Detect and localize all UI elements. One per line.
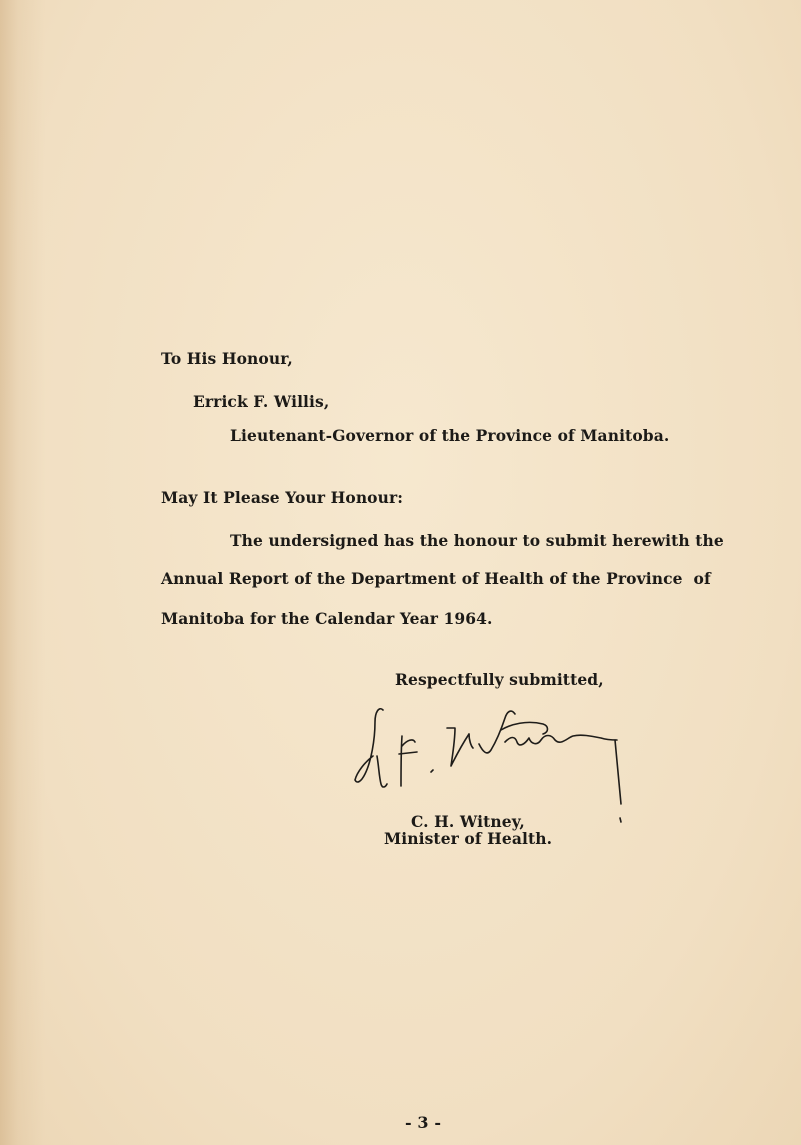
- body-line-2: Annual Report of the Department of Health of the Province of: [161, 569, 711, 588]
- page-number: - 3 -: [405, 1113, 442, 1132]
- addressee-name: Errick F. Willis,: [193, 392, 330, 411]
- addressee-title: Lieutenant-Governor of the Province of Manitoba.: [230, 426, 670, 445]
- body-line-3: Manitoba for the Calendar Year 1964.: [161, 609, 493, 628]
- salutation: To His Honour,: [161, 349, 293, 368]
- closing: Respectfully submitted,: [395, 670, 604, 689]
- handwritten-signature: [335, 700, 645, 830]
- signer-role: Minister of Health.: [384, 829, 553, 848]
- greeting: May It Please Your Honour:: [161, 488, 404, 507]
- signer-name: C. H. Witney,: [411, 812, 525, 831]
- body-line-1: The undersigned has the honour to submit herewith the: [230, 531, 724, 550]
